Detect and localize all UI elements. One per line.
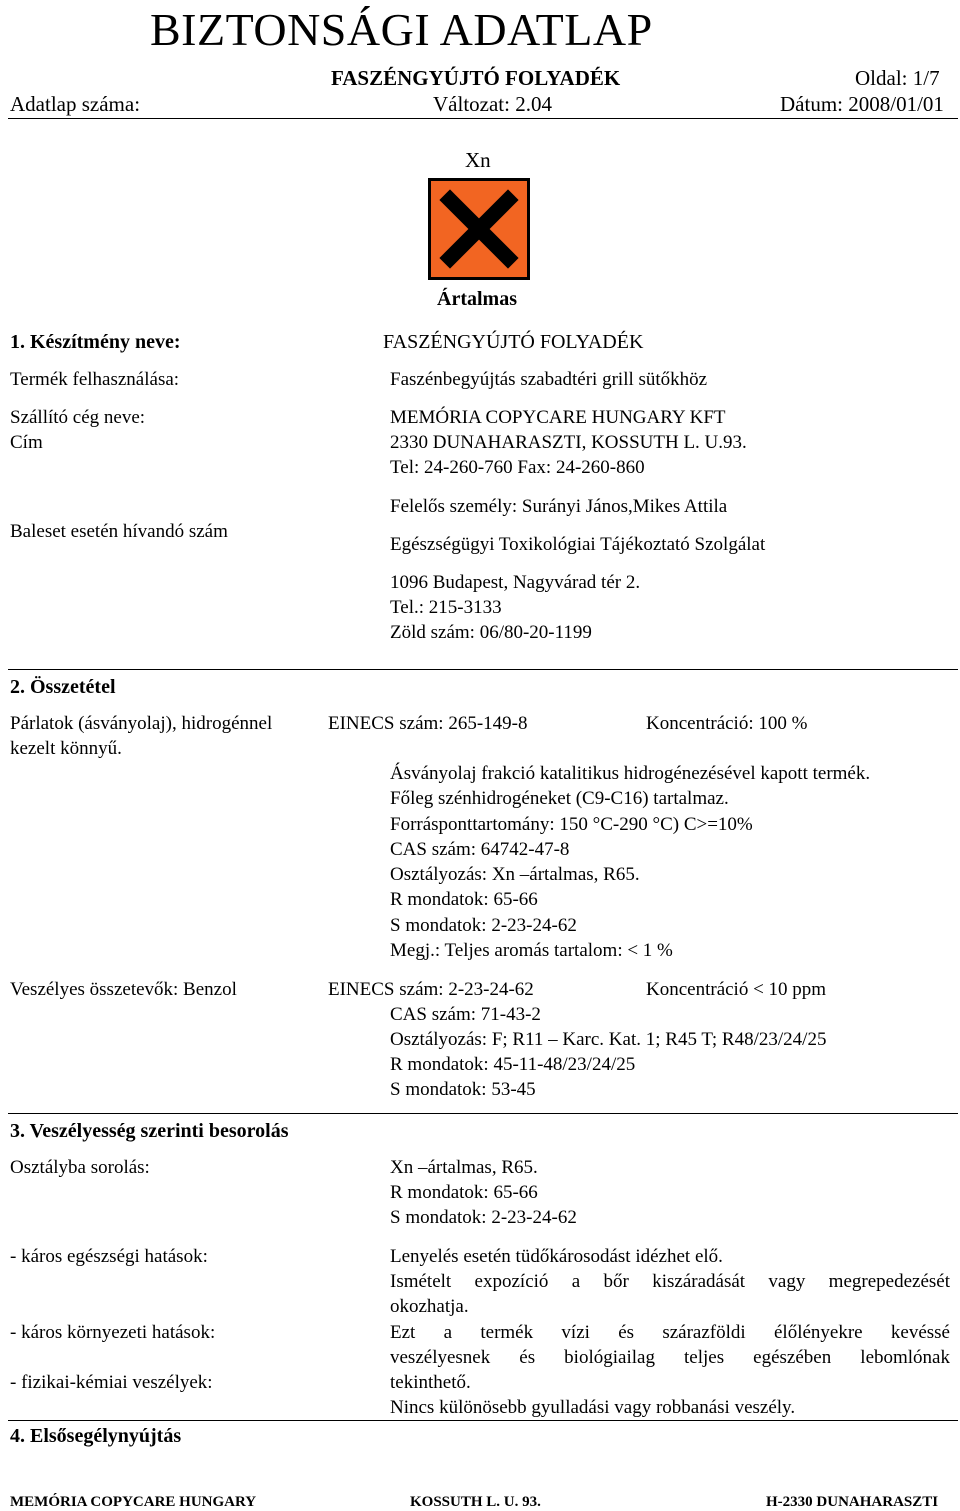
environmental-effects-line: tekinthető. xyxy=(390,1372,471,1393)
footer-city: H-2330 DUNAHARASZTI xyxy=(766,1494,939,1510)
section4-heading: 4. Elsősegélynyújtás xyxy=(10,1425,182,1447)
section-divider xyxy=(8,1113,958,1114)
emergency-tel: Tel.: 215-3133 xyxy=(390,597,502,618)
document-title: BIZTONSÁGI ADATLAP xyxy=(150,4,653,55)
component1-detail: S mondatok: 2-23-24-62 xyxy=(390,915,577,936)
hazardous-component-detail: S mondatok: 53-45 xyxy=(390,1079,536,1100)
address-value: 2330 DUNAHARASZTI, KOSSUTH L. U.93. xyxy=(390,432,747,453)
header-page-number: Oldal: 1/7 xyxy=(855,66,940,90)
hazardous-component-detail: CAS szám: 71-43-2 xyxy=(390,1004,541,1025)
phone-line: Tel: 24-260-760 Fax: 24-260-860 xyxy=(390,457,645,478)
section-divider xyxy=(8,669,958,670)
component1-name-line1: Párlatok (ásványolaj), hidrogénnel xyxy=(10,713,273,734)
harmful-x-icon xyxy=(428,178,530,280)
hazardous-component-detail: R mondatok: 45-11-48/23/24/25 xyxy=(390,1054,636,1075)
emergency-address: 1096 Budapest, Nagyvárad tér 2. xyxy=(390,572,641,593)
header-product-name: FASZÉNGYÚJTÓ FOLYADÉK xyxy=(331,66,621,90)
physchem-hazards-value: Nincs különösebb gyulladási vagy robbanási veszély. xyxy=(390,1397,796,1418)
hazardous-component-einecs: EINECS szám: 2-23-24-62 xyxy=(328,979,534,1000)
address-label: Cím xyxy=(10,432,43,453)
health-effects-line: Lenyelés esetén tüdőkárosodást idézhet elő. xyxy=(390,1246,723,1267)
environmental-effects-line: veszélyesnek és biológiailag teljes egészében lebomlónak xyxy=(390,1347,950,1368)
classification-value: Xn –ártalmas, R65. xyxy=(390,1157,538,1178)
section2-heading: 2. Összetétel xyxy=(10,676,116,698)
component1-name-line2: kezelt könnyű. xyxy=(10,738,122,759)
supplier-value: MEMÓRIA COPYCARE HUNGARY KFT xyxy=(390,407,726,428)
hazardous-component-concentration: Koncentráció < 10 ppm xyxy=(646,979,827,1000)
environmental-effects-line: Ezt a termék vízi és szárazföldi élőlényekre kevéssé xyxy=(390,1322,950,1343)
supplier-label: Szállító cég neve: xyxy=(10,407,146,428)
section1-heading: 1. Készítmény neve: xyxy=(10,331,181,353)
classification-value: R mondatok: 65-66 xyxy=(390,1182,538,1203)
hazard-label: Ártalmas xyxy=(437,288,517,310)
classification-label: Osztályba sorolás: xyxy=(10,1157,150,1178)
component1-detail: R mondatok: 65-66 xyxy=(390,889,538,910)
usage-value: Faszénbegyújtás szabadtéri grill sütőkhöz xyxy=(390,369,708,390)
footer-street: KOSSUTH L. U. 93. xyxy=(410,1494,541,1510)
health-effects-label: - káros egészségi hatások: xyxy=(10,1246,208,1267)
emergency-label: Baleset esetén hívandó szám xyxy=(10,521,228,542)
physchem-hazards-label: - fizikai-kémiai veszélyek: xyxy=(10,1372,213,1393)
component1-detail: Forrásponttartomány: 150 °C-290 °C) C>=10% xyxy=(390,814,753,835)
component1-detail: Főleg szénhidrogéneket (C9-C16) tartalmaz. xyxy=(390,788,729,809)
component1-concentration: Koncentráció: 100 % xyxy=(646,713,808,734)
classification-value: S mondatok: 2-23-24-62 xyxy=(390,1207,577,1228)
emergency-green-number: Zöld szám: 06/80-20-1199 xyxy=(390,622,592,643)
usage-label: Termék felhasználása: xyxy=(10,369,180,390)
header-date: Dátum: 2008/01/01 xyxy=(780,92,944,116)
section1-product-name: FASZÉNGYÚJTÓ FOLYADÉK xyxy=(383,331,644,353)
component1-detail: Megj.: Teljes aromás tartalom: < 1 % xyxy=(390,940,673,961)
health-effects-line: okozhatja. xyxy=(390,1296,469,1317)
component1-detail: Ásványolaj frakció katalitikus hidrogénezésével kapott termék. xyxy=(390,763,871,784)
component1-detail: CAS szám: 64742-47-8 xyxy=(390,839,570,860)
footer-company: MEMÓRIA COPYCARE HUNGARY xyxy=(10,1494,257,1510)
hazardous-component-detail: Osztályozás: F; R11 – Karc. Kat. 1; R45 T; R48/23/24/25 xyxy=(390,1029,827,1050)
header-version: Változat: 2.04 xyxy=(433,92,552,116)
component1-detail: Osztályozás: Xn –ártalmas, R65. xyxy=(390,864,640,885)
section-divider xyxy=(8,1420,958,1421)
health-effects-line: Ismételt expozíció a bőr kiszáradását vagy megrepedezését xyxy=(390,1271,950,1292)
section3-heading: 3. Veszélyesség szerinti besorolás xyxy=(10,1120,289,1142)
component1-einecs: EINECS szám: 265-149-8 xyxy=(328,713,528,734)
hazardous-component-label: Veszélyes összetevők: Benzol xyxy=(10,979,237,1000)
responsible-person: Felelős személy: Surányi János,Mikes Attila xyxy=(390,496,728,517)
emergency-service: Egészségügyi Toxikológiai Tájékoztató Szolgálat xyxy=(390,534,766,555)
header-sheet-number-label: Adatlap száma: xyxy=(10,92,141,116)
hazard-code: Xn xyxy=(465,148,491,172)
header-divider xyxy=(8,118,958,119)
environmental-effects-label: - káros környezeti hatások: xyxy=(10,1322,216,1343)
